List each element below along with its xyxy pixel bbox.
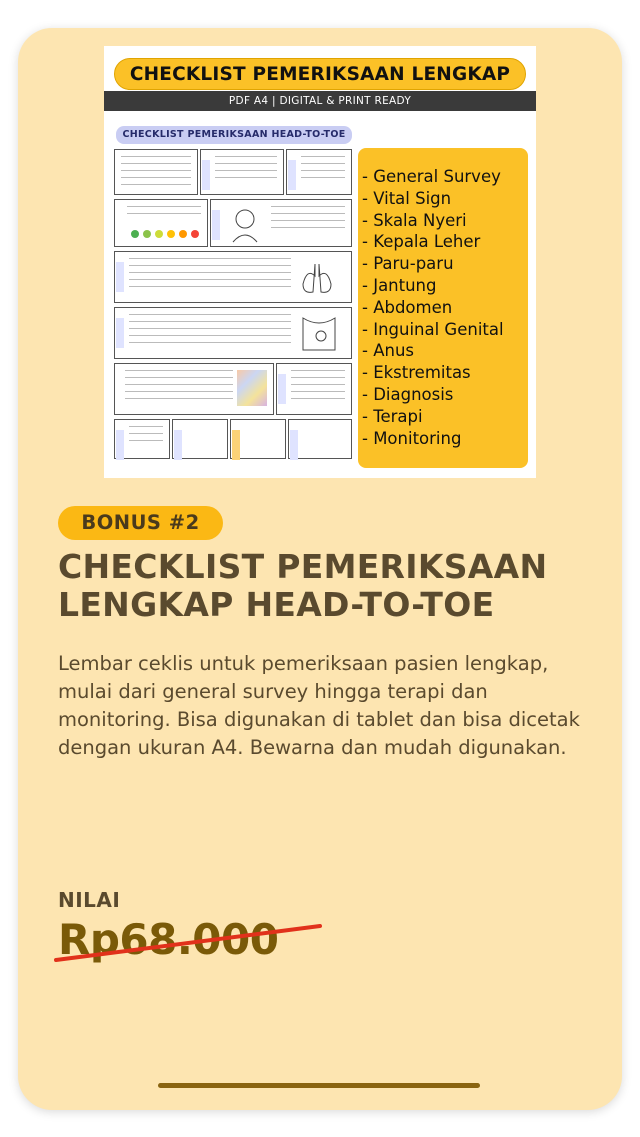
product-preview-image — [104, 46, 536, 478]
bonus-card — [18, 28, 622, 1110]
bonus-description: Lembar ceklis untuk pemeriksaan pasien lengkap, mulai dari general survey hingga terapi dan monitoring. Bisa digunakan di tablet dan bisa dicetak dengan ukuran A4. Bewarna dan mudah digunakan. — [58, 652, 580, 759]
checklist-item: - Abdomen — [362, 297, 453, 317]
doc-section-lungs — [114, 251, 352, 303]
abdomen-quadrant-grid — [237, 370, 267, 406]
checklist-item: - Terapi — [362, 406, 423, 426]
headline-line-2: LENGKAP HEAD-TO-TOE — [58, 585, 495, 624]
checklist-item: - Vital Sign — [362, 188, 452, 208]
bonus-headline — [58, 548, 618, 624]
doc-section-extremities — [114, 419, 170, 459]
checklist-item: - Ekstremitas — [362, 363, 471, 383]
doc-section-genital — [276, 363, 352, 415]
checklist-item: - General Survey — [362, 167, 501, 186]
checklist-item: - Kepala Leher — [362, 232, 481, 252]
original-price: Rp68.000 — [58, 915, 279, 964]
doc-section-monitoring — [288, 419, 352, 459]
checklist-item: - Monitoring — [362, 428, 462, 448]
document-heading: CHECKLIST PEMERIKSAAN HEAD-TO-TOE — [116, 126, 352, 144]
checklist-items-box — [358, 148, 528, 468]
product-subtitle: PDF A4 | DIGITAL & PRINT READY — [104, 91, 536, 111]
lungs-icon — [297, 258, 337, 298]
bonus-badge: BONUS #2 — [58, 506, 223, 540]
home-indicator[interactable] — [158, 1083, 480, 1088]
head-illustration-icon — [225, 204, 265, 244]
doc-section-diagnosis — [172, 419, 228, 459]
checklist-item: - Paru-paru — [362, 254, 454, 274]
price-strikethrough — [54, 918, 324, 968]
checklist-document-preview — [114, 122, 354, 468]
doc-section-survey — [200, 149, 284, 195]
checklist-item: - Skala Nyeri — [362, 210, 467, 230]
doc-section-head-neck — [210, 199, 352, 247]
checklist-item: - Jantung — [362, 275, 437, 295]
doc-section-heart — [114, 307, 352, 359]
doc-section-therapy — [230, 419, 286, 459]
doc-section-general — [114, 149, 198, 195]
value-label: NILAI — [58, 888, 121, 912]
doc-section-vital — [286, 149, 352, 195]
checklist-item: - Diagnosis — [362, 384, 454, 404]
checklist-item: - Anus — [362, 341, 414, 361]
checklist-item: - Inguinal Genital — [362, 319, 504, 339]
chest-icon — [297, 314, 341, 354]
doc-section-pain-scale — [114, 199, 208, 247]
headline-line-1: CHECKLIST PEMERIKSAAN — [58, 547, 548, 586]
doc-section-abdomen — [114, 363, 274, 415]
product-title: CHECKLIST PEMERIKSAAN LENGKAP — [114, 58, 526, 90]
